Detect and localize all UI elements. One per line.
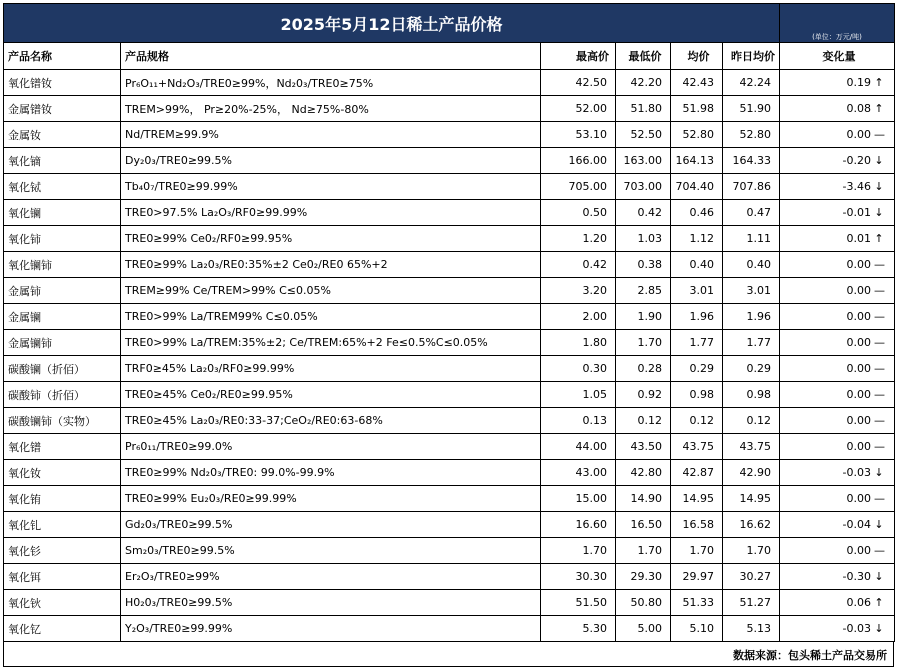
low-price: 0.92 [616, 382, 671, 408]
product-spec: Y₂O₃/TRE0≥99.99% [121, 616, 541, 642]
product-spec: Nd/TREM≥99.9% [121, 122, 541, 148]
high-price: 166.00 [541, 148, 616, 174]
table-row [4, 148, 895, 174]
avg-price: 704.40 [671, 174, 723, 200]
product-name: 氧化镝 [4, 148, 121, 174]
table-row [4, 70, 895, 96]
change-cell [780, 382, 895, 408]
table-row [4, 590, 895, 616]
product-name: 氧化镧铈 [4, 252, 121, 278]
prev-avg-price: 1.96 [723, 304, 780, 330]
high-price: 5.30 [541, 616, 616, 642]
prev-avg-price: 42.24 [723, 70, 780, 96]
product-name: 金属铈 [4, 278, 121, 304]
low-price: 0.12 [616, 408, 671, 434]
change-value: -0.04 [842, 518, 871, 531]
product-spec: Tb₄0₇/TRE0≥99.99% [121, 174, 541, 200]
table-row [4, 408, 895, 434]
product-spec: Gd₂0₃/TRE0≥99.5% [121, 512, 541, 538]
product-spec: TREM>99%， Pr≥20%-25%， Nd≥75%-80% [121, 96, 541, 122]
change-cell [780, 616, 895, 642]
table-row [4, 226, 895, 252]
change-cell [780, 278, 895, 304]
product-spec: TRE0≥45% La₂0₃/RE0:33-37;CeO₂/RE0:63-68% [121, 408, 541, 434]
change-cell [780, 200, 895, 226]
product-name: 氧化镨钕 [4, 70, 121, 96]
table-row [4, 460, 895, 486]
avg-price: 16.58 [671, 512, 723, 538]
avg-price: 3.01 [671, 278, 723, 304]
price-table [3, 3, 895, 642]
product-name: 碳酸镧铈（实物） [4, 408, 121, 434]
prev-avg-price: 1.77 [723, 330, 780, 356]
arrow-up-icon: ↑ [874, 76, 884, 89]
dash-icon: — [874, 128, 885, 141]
arrow-down-icon: ↓ [874, 154, 884, 167]
high-price: 1.70 [541, 538, 616, 564]
prev-avg-price: 52.80 [723, 122, 780, 148]
dash-icon: — [874, 414, 885, 427]
product-spec: Er₂O₃/TRE0≥99% [121, 564, 541, 590]
high-price: 43.00 [541, 460, 616, 486]
avg-price: 0.46 [671, 200, 723, 226]
table-row [4, 356, 895, 382]
product-name: 金属钕 [4, 122, 121, 148]
dash-icon: — [874, 258, 885, 271]
prev-avg-price: 16.62 [723, 512, 780, 538]
high-price: 15.00 [541, 486, 616, 512]
product-spec: TRE0>99% La/TREM99% C≤0.05% [121, 304, 541, 330]
avg-price: 52.80 [671, 122, 723, 148]
change-value: -0.03 [842, 466, 871, 479]
product-spec: TREM≥99% Ce/TREM>99% C≤0.05% [121, 278, 541, 304]
change-cell [780, 512, 895, 538]
product-spec: TRE0≥99% Ce0₂/RF0≥99.95% [121, 226, 541, 252]
avg-price: 5.10 [671, 616, 723, 642]
arrow-down-icon: ↓ [874, 180, 884, 193]
change-cell [780, 122, 895, 148]
product-name: 氧化镨 [4, 434, 121, 460]
table-body [4, 70, 895, 642]
high-price: 0.50 [541, 200, 616, 226]
change-value: 0.00 [846, 310, 871, 323]
avg-price: 51.33 [671, 590, 723, 616]
low-price: 43.50 [616, 434, 671, 460]
change-value: 0.01 [846, 232, 871, 245]
avg-price: 1.96 [671, 304, 723, 330]
change-value: 0.00 [846, 414, 871, 427]
table-row [4, 200, 895, 226]
product-spec: Dy₂0₃/TRE0≥99.5% [121, 148, 541, 174]
change-value: 0.00 [846, 336, 871, 349]
header-spec: 产品规格 [121, 43, 541, 70]
product-spec: TRE0>99% La/TREM:35%±2; Ce/TREM:65%+2 Fe≤0.5%C≤0.05% [121, 330, 541, 356]
change-cell [780, 408, 895, 434]
change-value: 0.00 [846, 284, 871, 297]
table-row [4, 330, 895, 356]
high-price: 0.42 [541, 252, 616, 278]
prev-avg-price: 3.01 [723, 278, 780, 304]
change-cell [780, 330, 895, 356]
table-row [4, 174, 895, 200]
header-high: 最高价 [541, 43, 616, 70]
change-cell [780, 564, 895, 590]
prev-avg-price: 5.13 [723, 616, 780, 642]
high-price: 1.05 [541, 382, 616, 408]
product-name: 金属镨钕 [4, 96, 121, 122]
high-price: 705.00 [541, 174, 616, 200]
product-name: 氧化铽 [4, 174, 121, 200]
low-price: 42.20 [616, 70, 671, 96]
low-price: 51.80 [616, 96, 671, 122]
avg-price: 1.77 [671, 330, 723, 356]
table-row [4, 434, 895, 460]
product-spec: H0₂0₃/TRE0≥99.5% [121, 590, 541, 616]
change-cell [780, 356, 895, 382]
change-cell [780, 434, 895, 460]
low-price: 1.03 [616, 226, 671, 252]
dash-icon: — [874, 544, 885, 557]
change-value: -0.20 [842, 154, 871, 167]
header-prev-avg: 昨日均价 [723, 43, 780, 70]
table-row [4, 486, 895, 512]
prev-avg-price: 0.98 [723, 382, 780, 408]
product-spec: Sm₂0₃/TRE0≥99.5% [121, 538, 541, 564]
change-value: 0.19 [846, 76, 871, 89]
avg-price: 29.97 [671, 564, 723, 590]
avg-price: 42.87 [671, 460, 723, 486]
change-cell [780, 304, 895, 330]
change-value: -0.30 [842, 570, 871, 583]
low-price: 0.42 [616, 200, 671, 226]
dash-icon: — [874, 336, 885, 349]
product-name: 氧化钆 [4, 512, 121, 538]
high-price: 30.30 [541, 564, 616, 590]
prev-avg-price: 51.27 [723, 590, 780, 616]
prev-avg-price: 42.90 [723, 460, 780, 486]
table-row [4, 538, 895, 564]
arrow-up-icon: ↑ [874, 102, 884, 115]
table-row [4, 512, 895, 538]
table-row [4, 564, 895, 590]
footer [3, 642, 894, 667]
low-price: 5.00 [616, 616, 671, 642]
product-spec: Pr₆0₁₁/TRE0≥99.0% [121, 434, 541, 460]
high-price: 0.30 [541, 356, 616, 382]
low-price: 2.85 [616, 278, 671, 304]
high-price: 53.10 [541, 122, 616, 148]
change-cell [780, 174, 895, 200]
change-value: 0.06 [846, 596, 871, 609]
dash-icon: — [874, 310, 885, 323]
change-cell [780, 96, 895, 122]
title-row [4, 4, 895, 43]
low-price: 0.38 [616, 252, 671, 278]
change-cell [780, 486, 895, 512]
arrow-up-icon: ↑ [874, 232, 884, 245]
table-row [4, 252, 895, 278]
arrow-down-icon: ↓ [874, 466, 884, 479]
change-value: -3.46 [842, 180, 871, 193]
header-change: 变化量 [780, 43, 895, 70]
high-price: 1.20 [541, 226, 616, 252]
product-name: 氧化钕 [4, 460, 121, 486]
product-name: 氧化钐 [4, 538, 121, 564]
low-price: 1.70 [616, 330, 671, 356]
change-cell [780, 252, 895, 278]
prev-avg-price: 51.90 [723, 96, 780, 122]
change-value: 0.00 [846, 362, 871, 375]
product-spec: TRE0≥99% Eu₂0₃/RE0≥99.99% [121, 486, 541, 512]
change-value: 0.00 [846, 492, 871, 505]
low-price: 1.70 [616, 538, 671, 564]
low-price: 29.30 [616, 564, 671, 590]
prev-avg-price: 43.75 [723, 434, 780, 460]
change-value: 0.08 [846, 102, 871, 115]
high-price: 44.00 [541, 434, 616, 460]
avg-price: 0.40 [671, 252, 723, 278]
product-name: 氧化钇 [4, 616, 121, 642]
low-price: 42.80 [616, 460, 671, 486]
product-spec: TRE0≥99% La₂0₃/RE0:35%±2 Ce0₂/RE0 65%+2 [121, 252, 541, 278]
source-note: 数据来源：包头稀土产品交易所 [733, 649, 887, 662]
change-cell [780, 460, 895, 486]
unit-label: (单位：万元/吨) [780, 4, 895, 43]
prev-avg-price: 0.47 [723, 200, 780, 226]
avg-price: 164.13 [671, 148, 723, 174]
avg-price: 0.12 [671, 408, 723, 434]
low-price: 16.50 [616, 512, 671, 538]
page-title: 2025年5月12日稀土产品价格 [4, 4, 780, 43]
avg-price: 51.98 [671, 96, 723, 122]
arrow-down-icon: ↓ [874, 206, 884, 219]
avg-price: 42.43 [671, 70, 723, 96]
change-value: 0.00 [846, 388, 871, 401]
dash-icon: — [874, 440, 885, 453]
product-name: 碳酸铈（折佰） [4, 382, 121, 408]
product-name: 氧化钬 [4, 590, 121, 616]
dash-icon: — [874, 492, 885, 505]
arrow-down-icon: ↓ [874, 570, 884, 583]
avg-price: 1.70 [671, 538, 723, 564]
prev-avg-price: 0.12 [723, 408, 780, 434]
low-price: 14.90 [616, 486, 671, 512]
avg-price: 1.12 [671, 226, 723, 252]
arrow-down-icon: ↓ [874, 518, 884, 531]
high-price: 3.20 [541, 278, 616, 304]
dash-icon: — [874, 284, 885, 297]
header-name: 产品名称 [4, 43, 121, 70]
header-avg: 均价 [671, 43, 723, 70]
product-name: 氧化铕 [4, 486, 121, 512]
change-value: 0.00 [846, 544, 871, 557]
high-price: 52.00 [541, 96, 616, 122]
low-price: 163.00 [616, 148, 671, 174]
change-cell [780, 226, 895, 252]
header-low: 最低价 [616, 43, 671, 70]
prev-avg-price: 164.33 [723, 148, 780, 174]
change-value: -0.03 [842, 622, 871, 635]
product-spec: TRE0≥45% Ce0₂/RE0≥99.95% [121, 382, 541, 408]
arrow-up-icon: ↑ [874, 596, 884, 609]
product-name: 氧化铒 [4, 564, 121, 590]
dash-icon: — [874, 362, 885, 375]
product-spec: Pr₆O₁₁+Nd₂O₃/TRE0≥99%，Nd₂0₃/TRE0≥75% [121, 70, 541, 96]
low-price: 0.28 [616, 356, 671, 382]
change-value: 0.00 [846, 128, 871, 141]
low-price: 1.90 [616, 304, 671, 330]
prev-avg-price: 707.86 [723, 174, 780, 200]
prev-avg-price: 30.27 [723, 564, 780, 590]
change-cell [780, 148, 895, 174]
prev-avg-price: 1.11 [723, 226, 780, 252]
avg-price: 0.29 [671, 356, 723, 382]
change-value: -0.01 [842, 206, 871, 219]
prev-avg-price: 14.95 [723, 486, 780, 512]
change-cell [780, 70, 895, 96]
high-price: 2.00 [541, 304, 616, 330]
table-row [4, 96, 895, 122]
avg-price: 14.95 [671, 486, 723, 512]
change-cell [780, 590, 895, 616]
high-price: 51.50 [541, 590, 616, 616]
low-price: 703.00 [616, 174, 671, 200]
avg-price: 43.75 [671, 434, 723, 460]
arrow-down-icon: ↓ [874, 622, 884, 635]
change-value: 0.00 [846, 258, 871, 271]
price-sheet [3, 3, 894, 667]
table-row [4, 304, 895, 330]
low-price: 52.50 [616, 122, 671, 148]
high-price: 1.80 [541, 330, 616, 356]
low-price: 50.80 [616, 590, 671, 616]
product-name: 氧化镧 [4, 200, 121, 226]
product-name: 碳酸镧（折佰） [4, 356, 121, 382]
product-name: 氧化铈 [4, 226, 121, 252]
product-spec: TRF0≥45% La₂0₃/RF0≥99.99% [121, 356, 541, 382]
header-row [4, 43, 895, 70]
product-name: 金属镧铈 [4, 330, 121, 356]
high-price: 16.60 [541, 512, 616, 538]
avg-price: 0.98 [671, 382, 723, 408]
prev-avg-price: 0.29 [723, 356, 780, 382]
product-spec: TRE0>97.5% La₂O₃/RF0≥99.99% [121, 200, 541, 226]
dash-icon: — [874, 388, 885, 401]
table-row [4, 382, 895, 408]
high-price: 0.13 [541, 408, 616, 434]
table-row [4, 616, 895, 642]
product-name: 金属镧 [4, 304, 121, 330]
change-cell [780, 538, 895, 564]
table-row [4, 122, 895, 148]
prev-avg-price: 0.40 [723, 252, 780, 278]
high-price: 42.50 [541, 70, 616, 96]
prev-avg-price: 1.70 [723, 538, 780, 564]
change-value: 0.00 [846, 440, 871, 453]
table-row [4, 278, 895, 304]
product-spec: TRE0≥99% Nd₂0₃/TRE0: 99.0%-99.9% [121, 460, 541, 486]
